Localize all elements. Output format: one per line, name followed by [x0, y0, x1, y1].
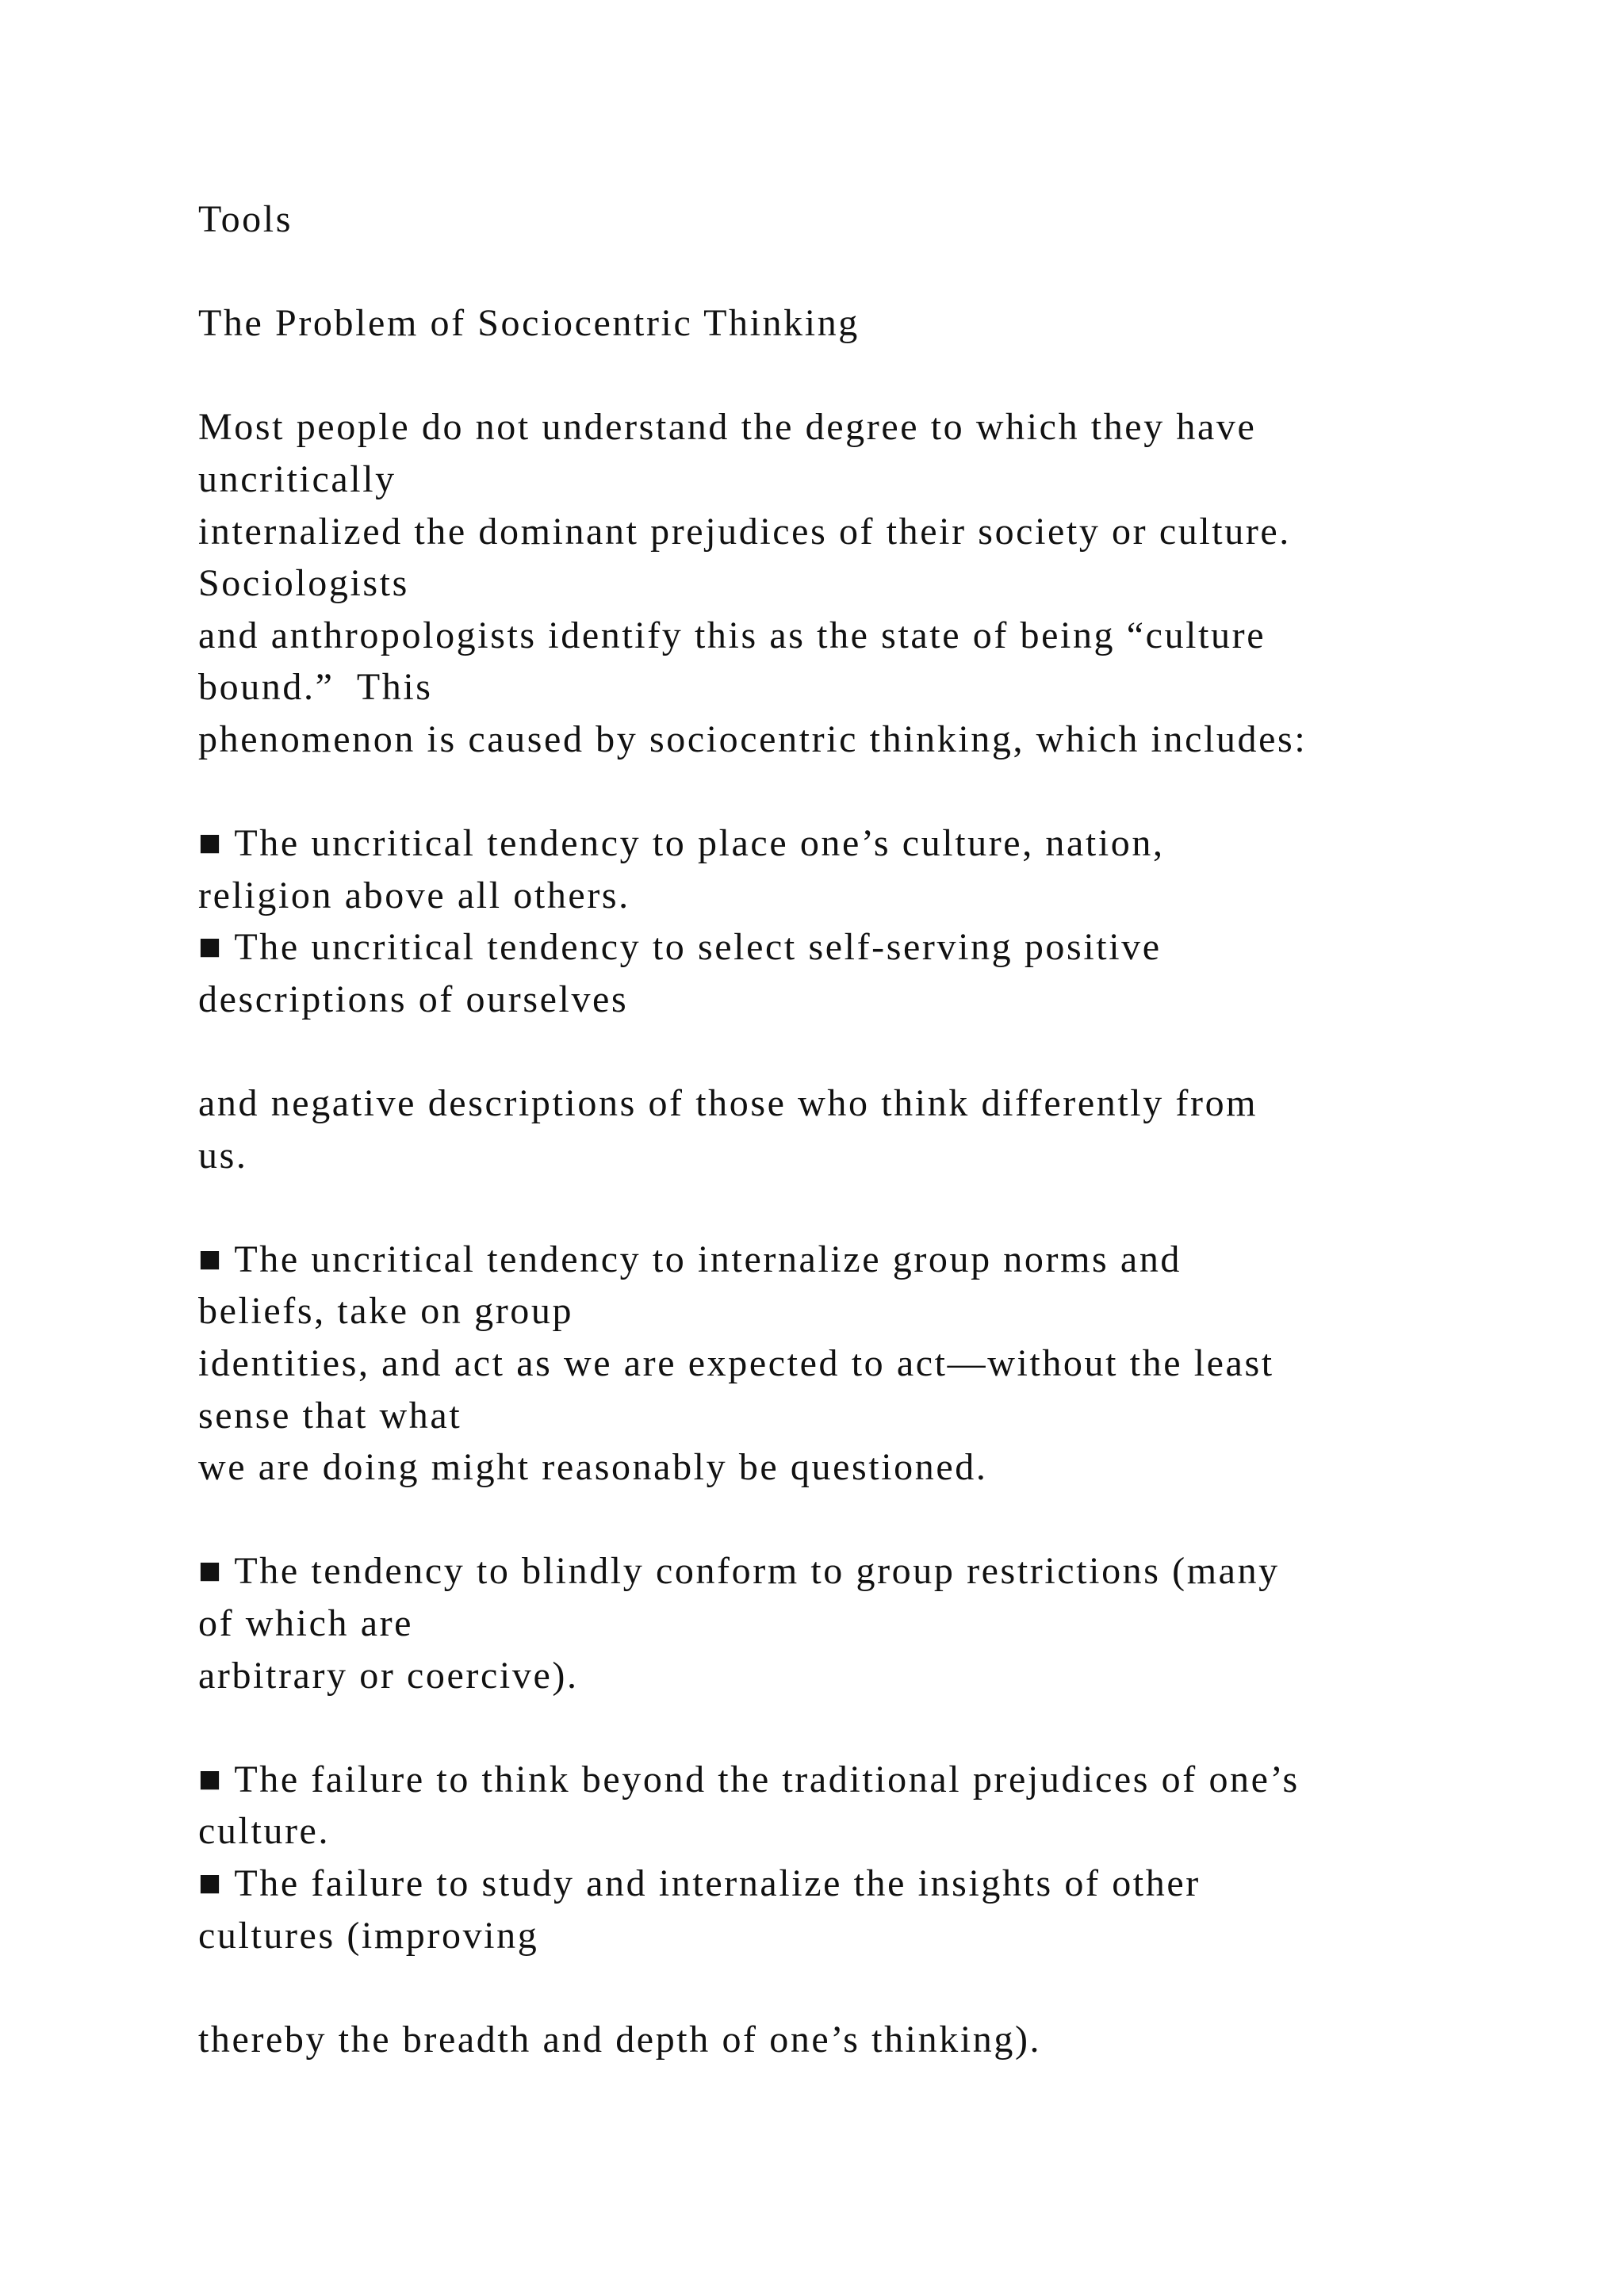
text-line: and anthropologists identify this as the state of being “culture: [198, 614, 1266, 656]
blank-line: [198, 350, 1546, 402]
blank-line: [198, 1494, 1546, 1546]
bullet-line: ■ The uncritical tendency to internalize group norms and: [198, 1238, 1182, 1280]
text-line: Most people do not understand the degree to which they have: [198, 406, 1257, 449]
text-line: and negative descriptions of those who think differently from: [198, 1082, 1258, 1125]
text-line: descriptions of ourselves: [198, 978, 629, 1020]
text-line: bound.” This: [198, 666, 433, 709]
text-line: religion above all others.: [198, 874, 630, 916]
text-line: of which are: [198, 1602, 414, 1645]
blank-line: [198, 766, 1546, 818]
document-text: [198, 193, 1546, 2065]
bullet-line: ■ The failure to study and internalize the insights of other: [198, 1862, 1201, 1904]
text-line: phenomenon is caused by sociocentric thinking, which includes:: [198, 718, 1308, 760]
text-line: cultures (improving: [198, 1914, 539, 1957]
text-line: sense that what: [198, 1394, 462, 1437]
blank-line: [198, 1701, 1546, 1754]
bullet-line: ■ The tendency to blindly conform to group restrictions (many: [198, 1550, 1280, 1593]
text-line: uncritically: [198, 457, 396, 500]
text-line: thereby the breadth and depth of one’s thinking).: [198, 2018, 1042, 2061]
text-line: beliefs, take on group: [198, 1290, 574, 1333]
bullet-line: ■ The uncritical tendency to place one’s culture, nation,: [198, 822, 1165, 865]
text-line-heading-tools: Tools: [198, 198, 293, 240]
blank-line: [198, 246, 1546, 298]
blank-line: [198, 1026, 1546, 1078]
blank-line: [198, 1961, 1546, 2014]
text-line: internalized the dominant prejudices of their society or culture.: [198, 510, 1291, 553]
text-line-title: The Problem of Sociocentric Thinking: [198, 302, 860, 345]
text-line: Sociologists: [198, 562, 409, 605]
text-line: we are doing might reasonably be questioned.: [198, 1446, 988, 1489]
text-line: us.: [198, 1134, 248, 1177]
bullet-line: ■ The uncritical tendency to select self-serving positive: [198, 926, 1162, 969]
blank-line: [198, 1181, 1546, 1234]
text-line: culture.: [198, 1810, 331, 1853]
text-line: identities, and act as we are expected to act—without the least: [198, 1342, 1274, 1385]
bullet-line: ■ The failure to think beyond the traditional prejudices of one’s: [198, 1758, 1300, 1800]
text-line: arbitrary or coercive).: [198, 1654, 579, 1697]
